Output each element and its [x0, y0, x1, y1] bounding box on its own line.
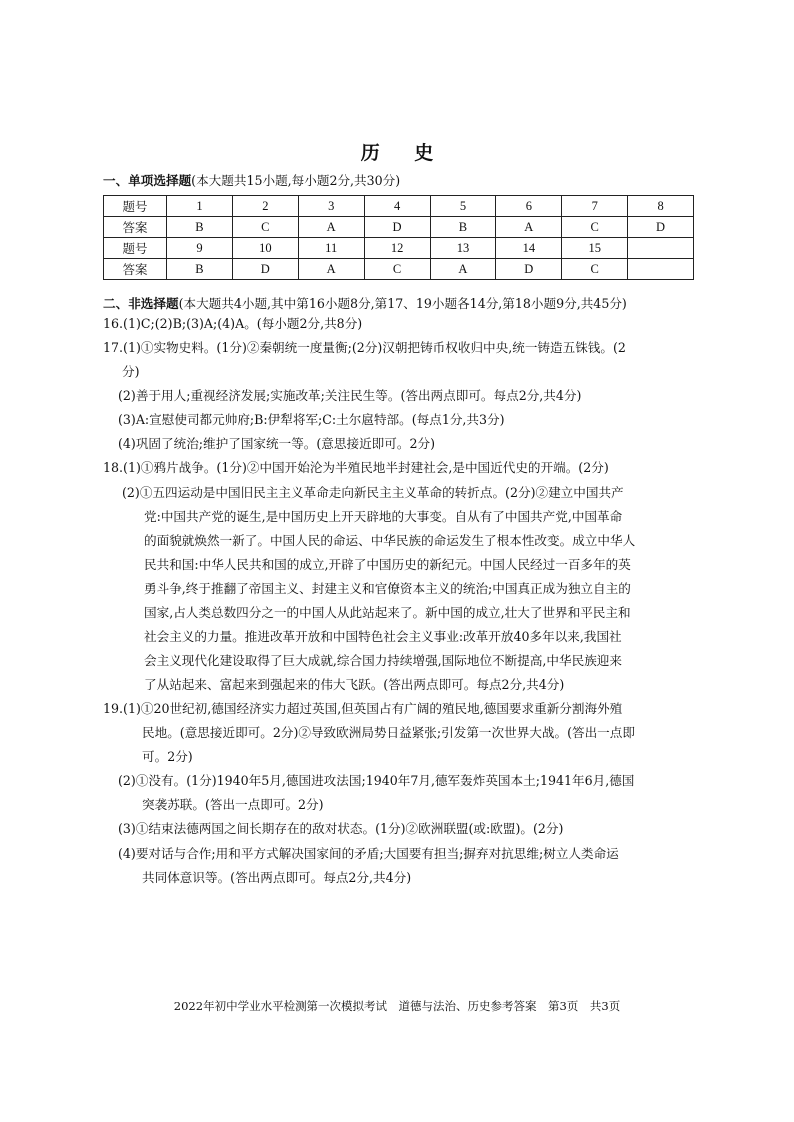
table-cell: B: [430, 217, 496, 238]
answer-line: 党:中国共产党的诞生,是中国历史上开天辟地的大事变。自从有了中国共产党,中国革命: [144, 509, 623, 524]
table-cell: 14: [496, 238, 562, 259]
answer-table: [103, 195, 694, 280]
table-cell: 10: [232, 238, 298, 259]
table-cell: 答案: [104, 217, 167, 238]
table-cell: 4: [364, 196, 430, 217]
answer-line: 国家,占人类总数四分之一的中国人从此站起来了。新中国的成立,壮大了世界和平民主和: [144, 605, 631, 620]
table-cell: B: [167, 259, 233, 280]
table-cell: C: [364, 259, 430, 280]
answer-line: (4)巩固了统治;维护了国家统一等。(意思接近即可。2分): [118, 436, 435, 451]
answer-line: 会主义现代化建设取得了巨大成就,综合国力持续增强,国际地位不断提高,中华民族迎来: [144, 653, 622, 668]
table-cell: 8: [628, 196, 694, 217]
table-cell: 9: [167, 238, 233, 259]
table-cell: C: [562, 259, 628, 280]
table-row: [104, 238, 694, 259]
table-cell: D: [232, 259, 298, 280]
table-cell: 6: [496, 196, 562, 217]
page-title: 历 史: [360, 142, 448, 164]
answer-line: (2)①五四运动是中国旧民主主义革命走向新民主主义革命的转折点。(2分)②建立中国共产: [122, 485, 624, 500]
answer-line: 17.(1)①实物史料。(1分)②秦朝统一度量衡;(2分)汉朝把铸币权收归中央,统一铸造五铢钱。(2: [103, 340, 626, 355]
table-cell: 5: [430, 196, 496, 217]
page-footer: 2022年初中学业水平检测第一次模拟考试 道德与法治、历史参考答案 第3页 共3页: [173, 999, 621, 1013]
table-cell: D: [364, 217, 430, 238]
table-row: [104, 196, 694, 217]
table-cell: D: [496, 259, 562, 280]
answer-line: 勇斗争,终于推翻了帝国主义、封建主义和官僚资本主义的统治;中国真正成为独立自主的: [144, 581, 631, 596]
answer-line: 19.(1)①20世纪初,德国经济实力超过英国,但英国占有广阔的殖民地,德国要求重新分割海外殖: [103, 701, 623, 716]
answer-line: (4)要对话与合作;用和平方式解决国家间的矛盾;大国要有担当;摒弃对抗思维;树立人类命运: [118, 846, 619, 861]
table-cell: 15: [562, 238, 628, 259]
table-cell: 题号: [104, 196, 167, 217]
answer-line: (3)①结束法德两国之间长期存在的敌对状态。(1分)②欧洲联盟(或:欧盟)。(2分): [118, 821, 564, 836]
table-cell: [628, 238, 694, 259]
answer-line: (2)善于用人;重视经济发展;实施改革;关注民生等。(答出两点即可。每点2分,共4分): [118, 388, 582, 403]
answer-line: 共同体意识等。(答出两点即可。每点2分,共4分): [142, 870, 412, 885]
table-cell: 题号: [104, 238, 167, 259]
table-row: [104, 259, 694, 280]
answer-line: 突袭苏联。(答出一点即可。2分): [142, 797, 324, 812]
answer-line: (3)A:宣慰使司都元帅府;B:伊犁将军;C:土尔扈特部。(每点1分,共3分): [118, 412, 505, 427]
table-cell: A: [496, 217, 562, 238]
answer-line: 16.(1)C;(2)B;(3)A;(4)A。(每小题2分,共8分): [103, 316, 363, 331]
table-cell: 2: [232, 196, 298, 217]
table-cell: A: [430, 259, 496, 280]
answer-line: 分): [122, 364, 140, 379]
answer-line: 了从站起来、富起来到强起来的伟大飞跃。(答出两点即可。每点2分,共4分): [144, 677, 565, 692]
table-cell: 3: [298, 196, 364, 217]
answer-line: 18.(1)①鸦片战争。(1分)②中国开始沦为半殖民地半封建社会,是中国近代史的开端。(2分): [103, 460, 609, 475]
table-row: [104, 217, 694, 238]
table-cell: 13: [430, 238, 496, 259]
answer-line: 民地。(意思接近即可。2分)②导致欧洲局势日益紧张;引发第一次世界大战。(答出一点即: [142, 725, 635, 740]
table-cell: 11: [298, 238, 364, 259]
table-cell: 7: [562, 196, 628, 217]
table-cell: C: [562, 217, 628, 238]
section-2-note: (本大题共4小题,其中第16小题8分,第17、19小题各14分,第18小题9分,共45分): [178, 296, 627, 311]
answer-line: 的面貌就焕然一新了。中国人民的命运、中华民族的命运发生了根本性改变。成立中华人: [144, 533, 636, 548]
answer-line: 社会主义的力量。推进改革开放和中国特色社会主义事业:改革开放40多年以来,我国社: [144, 629, 622, 644]
table-cell: A: [298, 217, 364, 238]
table-cell: C: [232, 217, 298, 238]
section-1-lead: 一、单项选择题: [103, 173, 192, 188]
answer-line: 可。2分): [142, 749, 193, 764]
answer-line: (2)①没有。(1分)1940年5月,德国进攻法国;1940年7月,德军轰炸英国本土;1941年6月,德国: [118, 773, 635, 788]
table-cell: 1: [167, 196, 233, 217]
section-1-heading: [103, 170, 400, 189]
table-cell: 答案: [104, 259, 167, 280]
section-2-heading: [103, 293, 627, 312]
answer-line: 民共和国:中华人民共和国的成立,开辟了中国历史的新纪元。中国人民经过一百多年的英: [144, 557, 631, 572]
table-cell: 12: [364, 238, 430, 259]
table-cell: D: [628, 217, 694, 238]
section-1-note: (本大题共15小题,每小题2分,共30分): [191, 173, 401, 188]
table-cell: A: [298, 259, 364, 280]
section-2-lead: 二、非选择题: [103, 296, 179, 311]
table-cell: B: [167, 217, 233, 238]
table-cell: [628, 259, 694, 280]
